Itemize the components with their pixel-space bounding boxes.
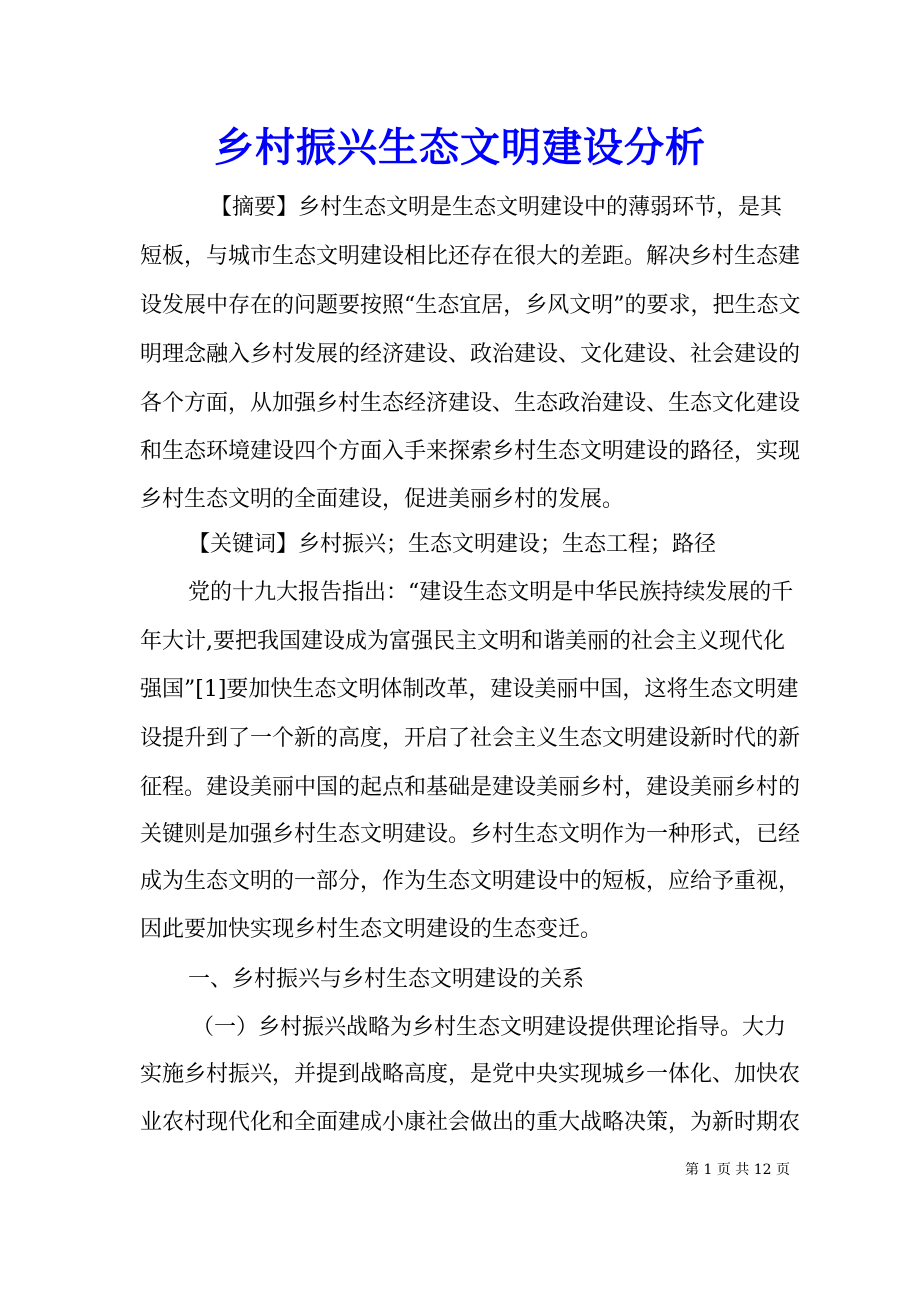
subsection-line: （一）乡村振兴战略为乡村生态文明建设提供理论指导。大力 xyxy=(192,1015,787,1040)
text-line: 年大计,要把我国建设成为富强民主文明和谐美丽的社会主义现代化 xyxy=(140,629,785,654)
document-title: 乡村振兴生态文明建设分析 xyxy=(214,124,706,171)
text-line: 关键则是加强乡村生态文明建设。乡村生态文明作为一种形式，已经 xyxy=(140,822,801,847)
text-line: 【摘要】乡村生态文明是生态文明建设中的薄弱环节，是其 xyxy=(210,195,783,220)
page-number: 第 1 页 共 12 页 xyxy=(685,1162,790,1178)
text-line: 明理念融入乡村发展的经济建设、政治建设、文化建设、社会建设的 xyxy=(140,342,801,367)
text-line: 乡村生态文明的全面建设，促进美丽乡村的发展。 xyxy=(140,487,625,512)
text-line: 业农村现代化和全面建成小康社会做出的重大战略决策，为新时期农 xyxy=(140,1110,801,1135)
text-line: 征程。建设美丽中国的起点和基础是建设美丽乡村，建设美丽乡村的 xyxy=(140,775,801,800)
text-line: 因此要加快实现乡村生态文明建设的生态变迁。 xyxy=(140,917,603,942)
text-line: 强国”[1]要加快生态文明体制改革，建设美丽中国，这将生态文明建 xyxy=(140,677,799,702)
text-line: 设提升到了一个新的高度，开启了社会主义生态文明建设新时代的新 xyxy=(140,726,801,751)
text-line: 短板，与城市生态文明建设相比还存在很大的差距。解决乡村生态建 xyxy=(140,244,801,269)
text-line: 设发展中存在的问题要按照“生态宜居，乡风文明”的要求，把生态文 xyxy=(140,293,801,318)
section-heading: 一、乡村振兴与乡村生态文明建设的关系 xyxy=(188,967,585,992)
text-line: 成为生态文明的一部分，作为生态文明建设中的短板，应给予重视， xyxy=(140,869,801,894)
keywords-line: 【关键词】乡村振兴；生态文明建设；生态工程；路径 xyxy=(188,532,717,557)
text-line: 实施乡村振兴，并提到战略高度，是党中央实现城乡一体化、加快农 xyxy=(140,1062,801,1087)
text-line: 和生态环境建设四个方面入手来探索乡村生态文明建设的路径，实现 xyxy=(140,439,801,464)
text-line: 党的十九大报告指出：“建设生态文明是中华民族持续发展的千 xyxy=(188,580,794,605)
text-line: 各个方面，从加强乡村生态经济建设、生态政治建设、生态文化建设 xyxy=(140,391,801,416)
